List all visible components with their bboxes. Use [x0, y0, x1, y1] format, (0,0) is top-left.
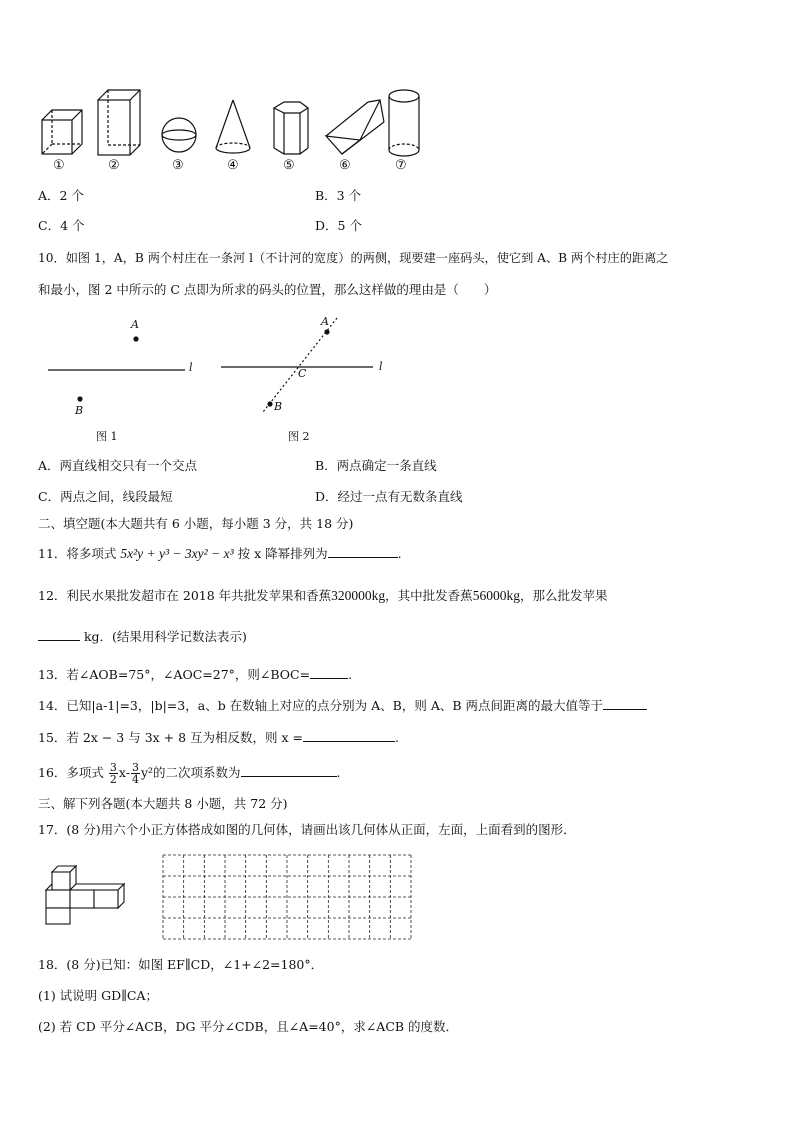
cube-shape	[42, 110, 82, 154]
q13-text: 13．若∠AOB=75°，∠AOC=27°，则∠BOC=	[38, 667, 311, 682]
q12-line2	[38, 628, 247, 645]
shape-label-1: ①	[53, 158, 65, 173]
q11-end: .	[397, 546, 402, 561]
q15-answer-blank[interactable]	[303, 729, 395, 742]
fig1-line-l-label: l	[189, 361, 193, 374]
q17-text: 17．(8 分)用六个小正方体搭成如图的几何体，请画出该几何体从正面，左面，上面看到的图形．	[38, 822, 576, 837]
q16-end: .	[336, 765, 341, 780]
shape-label-3: ③	[172, 158, 184, 173]
cylinder-shape	[389, 90, 419, 156]
cuboid-shape	[98, 90, 140, 155]
q10-text-line1: 10．如图 1，A，B 两个村庄在一条河 l（不计河的宽度）的两侧，现要建一座码头，使它到 A、B 两个村庄的距离之	[38, 251, 669, 265]
hex-prism-shape	[274, 102, 308, 154]
fig1-caption: 图 1	[96, 430, 118, 443]
solids-figure	[30, 80, 450, 180]
q12-amount-2: 56000kg	[472, 588, 520, 603]
q14-text: 14．已知|a-1|=3，|b|=3，a、b 在数轴上对应的点分别为 A、B，则 A、B 两点间距离的最大值等于	[38, 698, 604, 713]
q10-option-b: B．两点确定一条直线	[315, 458, 437, 473]
q17-dashed-grid[interactable]	[163, 855, 411, 939]
q9-option-b: B．3 个	[315, 188, 362, 203]
q14-answer-blank[interactable]	[603, 697, 647, 710]
q12-answer-blank[interactable]	[38, 628, 80, 641]
q18-line3: (2) 若 CD 平分∠ACB，DG 平分∠CDB，且∠A=40°，求∠ACB 的度数．	[38, 1019, 459, 1034]
q18-line2: (1) 试说明 GD∥CA；	[38, 988, 159, 1003]
q16-fraction-2: $\frac{3}{4}$	[131, 761, 139, 786]
fig1-point-b-label: B	[75, 404, 84, 417]
q11-expression: 5x²y + y³ − 3xy² − x³	[120, 546, 234, 561]
solids-svg	[30, 80, 450, 180]
section-2-heading: 二、填空题(本大题共有 6 小题，每小题 3 分，共 18 分)	[38, 516, 354, 531]
fig1-point-a-label: A	[131, 318, 139, 331]
section-3-heading: 三、解下列各题(本大题共 8 小题，共 72 分)	[38, 796, 288, 811]
q10-option-d: D．经过一点有无数条直线	[315, 489, 463, 504]
fig2-point-a-label: A	[321, 315, 329, 328]
q15-text: 15．若 2x − 3 与 3x + 8 互为相反数，则 x =	[38, 730, 304, 745]
q11-suffix: 按 x 降幂排列为	[237, 546, 328, 561]
q9-option-d: D．5 个	[315, 218, 362, 233]
q15-end: .	[395, 730, 400, 745]
q13-end: .	[348, 667, 353, 682]
q10-option-c: C．两点之间，线段最短	[38, 489, 173, 504]
q12-text-c: ，那么批发苹果	[519, 588, 608, 603]
q11	[38, 545, 402, 562]
q16-mid: x-	[118, 765, 130, 780]
shape-label-6: ⑥	[339, 158, 351, 173]
q12-text-a: 12．利民水果批发超市在 2018 年共批发苹果和香蕉	[38, 588, 332, 603]
q10-text-line2: 和最小，图 2 中所示的 C 点即为所求的码头的位置，那么这样做的理由是（ ）	[38, 282, 497, 297]
q16-text-b: 的二次项系数为	[153, 765, 241, 780]
q16-answer-blank[interactable]	[241, 764, 337, 777]
q9-option-c: C．4 个	[38, 218, 85, 233]
q16-text-a: 16．多项式	[38, 765, 104, 780]
q16-fraction-1: $\frac{3}{2}$	[109, 761, 117, 786]
q17-cubes-figure	[38, 860, 128, 925]
fig2-point-b-label: B	[274, 400, 283, 413]
q9-option-a: A．2 个	[38, 188, 84, 203]
q13	[38, 666, 352, 683]
q16-var: y²	[140, 765, 154, 780]
q18-line1: 18．(8 分)已知：如图 EF∥CD，∠1+∠2=180°．	[38, 957, 324, 972]
q14	[38, 697, 647, 714]
fig2-line-l-label: l	[379, 360, 383, 373]
fig2-caption: 图 2	[288, 430, 310, 443]
q11-answer-blank[interactable]	[328, 545, 398, 558]
q12-line1	[38, 588, 607, 604]
sphere-shape	[162, 118, 196, 152]
shape-label-4: ④	[227, 158, 239, 173]
shape-label-5: ⑤	[283, 158, 295, 173]
q10-figure-1	[40, 315, 210, 445]
q10-option-a: A．两直线相交只有一个交点	[38, 458, 198, 473]
shape-label-2: ②	[108, 158, 120, 173]
q16	[38, 758, 341, 788]
cone-shape	[216, 100, 250, 153]
q12-amount-1: 320000kg	[331, 588, 386, 603]
q15	[38, 729, 399, 746]
fig2-point-c-label: C	[298, 367, 307, 380]
q12-text-b: ，其中批发香蕉	[385, 588, 473, 603]
q12-unit-note: kg．(结果用科学记数法表示)	[83, 629, 247, 644]
q11-prefix: 11．将多项式	[38, 546, 117, 561]
triangular-prism-shape	[326, 100, 384, 154]
q13-answer-blank[interactable]	[310, 666, 348, 679]
shape-label-7: ⑦	[395, 158, 407, 173]
